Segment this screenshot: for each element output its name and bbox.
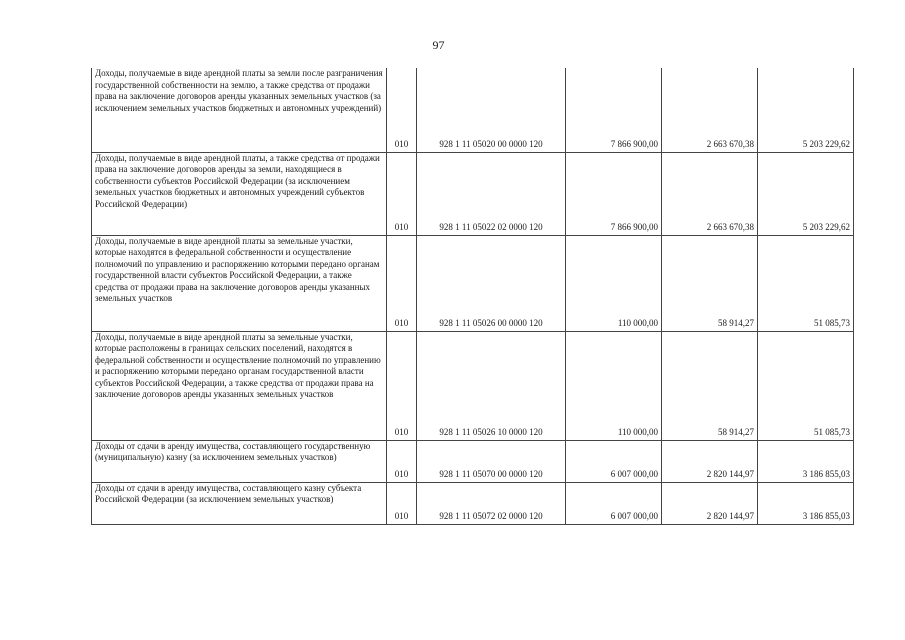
revenue-name: Доходы, получаемые в виде арендной платы, а также средства от продажи права на заключение договоров аренды за земли, находящиеся в собственности субъектов Российской Федерации (за исключением земельных участков бюджетных и автономных учреждений субъектов Российской Федерации) [92, 152, 387, 235]
approved-amount: 6 007 000,00 [566, 440, 662, 482]
budget-revenue-table [91, 68, 854, 525]
budget-classification-code: 928 1 11 05020 00 0000 120 [417, 68, 566, 152]
executed-amount: 58 914,27 [662, 235, 758, 331]
unexecuted-amount: 5 203 229,62 [758, 68, 854, 152]
line-code: 010 [387, 68, 417, 152]
unexecuted-amount: 5 203 229,62 [758, 152, 854, 235]
approved-amount: 110 000,00 [566, 331, 662, 440]
budget-classification-code: 928 1 11 05022 02 0000 120 [417, 152, 566, 235]
revenue-name: Доходы, получаемые в виде арендной платы за земли после разграничения государственной собственности на землю, а также средства от продажи права на заключение договоров аренды указанных земельных участков (за исключением земельных участков бюджетных и автономных учреждений) [92, 68, 387, 152]
revenue-name: Доходы, получаемые в виде арендной платы за земельные участки, которые находятся в федеральной собственности и осуществление полномочий по управлению и распоряжению которыми передано органам государственной власти субъектов Российской Федерации, а также средства от продажи права на заключение договоров аренды указанных земельных участков [92, 235, 387, 331]
approved-amount: 7 866 900,00 [566, 68, 662, 152]
line-code: 010 [387, 235, 417, 331]
line-code: 010 [387, 152, 417, 235]
budget-classification-code: 928 1 11 05026 10 0000 120 [417, 331, 566, 440]
line-code: 010 [387, 482, 417, 524]
table-row [92, 152, 854, 235]
budget-classification-code: 928 1 11 05072 02 0000 120 [417, 482, 566, 524]
table-row [92, 235, 854, 331]
unexecuted-amount: 3 186 855,03 [758, 482, 854, 524]
line-code: 010 [387, 440, 417, 482]
budget-classification-code: 928 1 11 05070 00 0000 120 [417, 440, 566, 482]
line-code: 010 [387, 331, 417, 440]
approved-amount: 110 000,00 [566, 235, 662, 331]
approved-amount: 7 866 900,00 [566, 152, 662, 235]
revenue-name: Доходы от сдачи в аренду имущества, составляющего казну субъекта Российской Федерации (за исключением земельных участков) [92, 482, 387, 524]
unexecuted-amount: 51 085,73 [758, 331, 854, 440]
table-row [92, 68, 854, 152]
executed-amount: 58 914,27 [662, 331, 758, 440]
revenue-name: Доходы от сдачи в аренду имущества, составляющего государственную (муниципальную) казну (за исключением земельных участков) [92, 440, 387, 482]
executed-amount: 2 820 144,97 [662, 440, 758, 482]
executed-amount: 2 820 144,97 [662, 482, 758, 524]
table-row [92, 331, 854, 440]
table-row [92, 482, 854, 524]
unexecuted-amount: 51 085,73 [758, 235, 854, 331]
executed-amount: 2 663 670,38 [662, 152, 758, 235]
executed-amount: 2 663 670,38 [662, 68, 758, 152]
page-number: 97 [432, 38, 445, 52]
revenue-name: Доходы, получаемые в виде арендной платы за земельные участки, которые расположены в границах сельских поселений, находятся в федеральной собственности и осуществление полномочий по управлению и распоряжению которыми передано органам государственной власти субъектов Российской Федерации, а также средства от продажи права на заключение договоров аренды указанных земельных участков [92, 331, 387, 440]
table-row [92, 440, 854, 482]
unexecuted-amount: 3 186 855,03 [758, 440, 854, 482]
approved-amount: 6 007 000,00 [566, 482, 662, 524]
budget-classification-code: 928 1 11 05026 00 0000 120 [417, 235, 566, 331]
